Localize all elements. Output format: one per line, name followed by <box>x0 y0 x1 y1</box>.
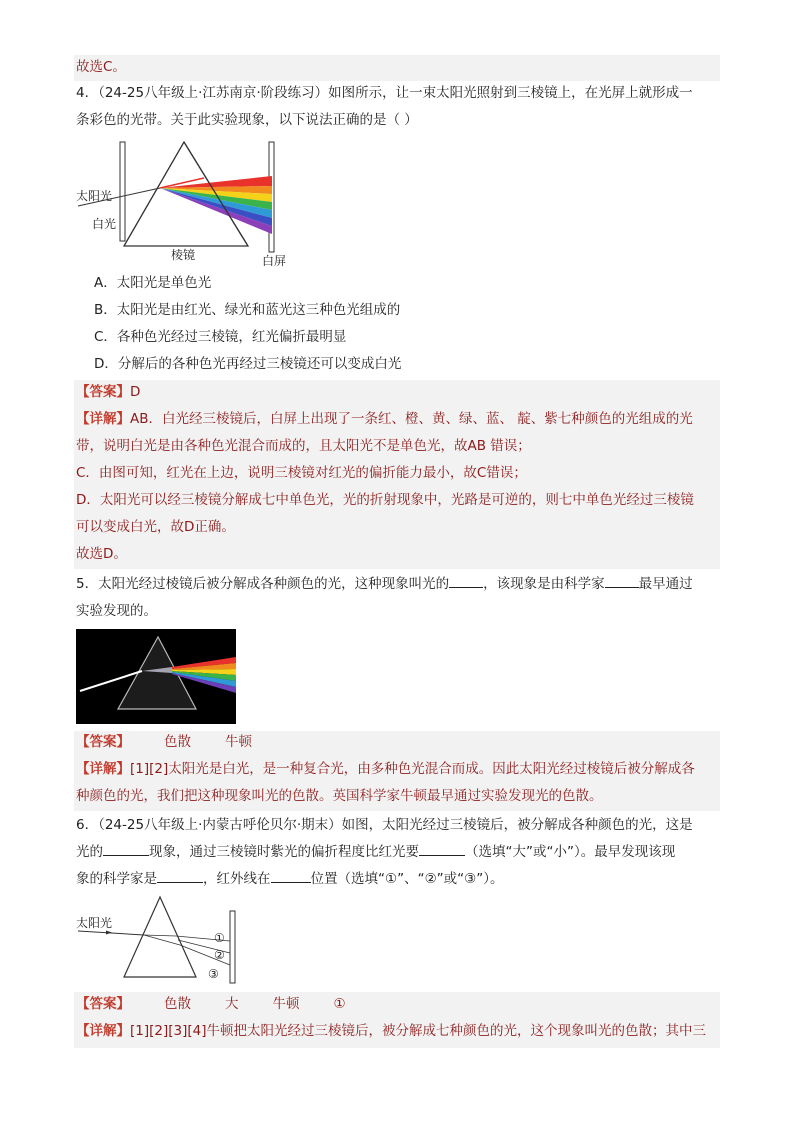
q6-stem-part4: 象的科学家是 <box>76 871 157 887</box>
q5-stem-part2: ，该现象是由科学家 <box>483 576 605 592</box>
q6-blank-4[interactable] <box>271 868 311 883</box>
q6-stem-line1: 6．（24-25八年级上·内蒙古呼伦贝尔·期末）如图，太阳光经过三棱镜后，被分解成各种颜色的光，这是 <box>76 817 693 833</box>
q4-detail-line4: D．太阳光可以经三棱镜分解成七中单色光，光的折射现象中，光路是可逆的，则七中单色光经过三棱镜 <box>76 492 694 508</box>
q5-answer-line <box>76 729 720 756</box>
q4-stem-line2: 条彩色的光带。关于此实验现象，以下说法正确的是（ ） <box>76 112 418 128</box>
q4-option-d: D．分解后的各种色光再经过三棱镜还可以变成白光 <box>94 356 402 372</box>
q6-label-pos2: ② <box>214 948 225 962</box>
q3-conclusion: 故选C。 <box>76 59 126 75</box>
q6-prism-figure <box>76 895 246 987</box>
q4-answer-value: D <box>130 384 141 400</box>
q6-label-pos1: ① <box>214 931 225 945</box>
q4-detail-text1: AB．白光经三棱镜后，白屏上出现了一条红、橙、黄、绿、蓝、 靛、紫七种颜色的光组成的光 <box>130 411 693 427</box>
q4-answer-line <box>76 379 720 406</box>
q4-label-prism: 棱镜 <box>171 248 196 262</box>
q6-stem-part2: 现象，通过三棱镜时紫光的偏折程度比红光要 <box>149 844 419 860</box>
q5-detail-tag: 【详解】 <box>76 761 130 777</box>
q6-stem-part5: ，红外线在 <box>203 871 271 887</box>
q5-answer-1: 色散 <box>164 734 191 750</box>
q4-answer-tag: 【答案】 <box>76 384 130 400</box>
q6-screen <box>230 911 235 983</box>
q5-blank-2[interactable] <box>605 573 639 588</box>
q5-detail-line1 <box>76 756 720 783</box>
q4-label-sunlight: 太阳光 <box>76 189 113 203</box>
q5-stem-part3: 最早通过 <box>638 576 693 592</box>
q6-detail-tag: 【详解】 <box>76 1023 130 1039</box>
q6-stem-line3 <box>76 866 720 893</box>
q6-answer-tag: 【答案】 <box>76 996 130 1012</box>
q6-answer-3: 牛顿 <box>272 996 300 1012</box>
q4-detail-line1 <box>76 406 720 433</box>
q6-blank-1[interactable] <box>103 841 149 856</box>
q4-card <box>120 142 125 241</box>
q4-detail-tag: 【详解】 <box>76 411 130 427</box>
q5-stem-part1: 5．太阳光经过棱镜后被分解成各种颜色的光，这种现象叫光的 <box>76 576 450 592</box>
q4-conclusion: 故选D。 <box>76 546 127 562</box>
q5-detail-line2: 种颜色的光，我们把这种现象叫光的色散。英国科学家牛顿最早通过实验发现光的色散。 <box>76 788 603 804</box>
q6-detail-line1 <box>76 1018 720 1045</box>
q5-stem-line1 <box>76 571 720 598</box>
q6-answer-line <box>76 991 720 1018</box>
q6-answer-4: ① <box>333 996 346 1012</box>
q6-blank-2[interactable] <box>419 841 465 856</box>
q4-prism-figure <box>76 138 298 270</box>
q4-label-white-light: 白光 <box>92 217 117 231</box>
q5-answer-tag: 【答案】 <box>76 734 130 750</box>
q6-stem-part3: （选填“大”或“小”）。最早发现该现 <box>465 844 676 860</box>
q4-option-c: C．各种色光经过三棱镜，红光偏折最明显 <box>94 329 347 345</box>
q6-incoming-ray <box>78 931 144 935</box>
q5-prism-photo <box>76 629 236 724</box>
q6-stem-part1: 光的 <box>76 844 103 860</box>
q6-stem-part6: 位置（选填“①”、“②”或“③”）。 <box>310 871 504 887</box>
q4-detail-line5: 可以变成白光，故D正确。 <box>76 519 235 535</box>
q6-stem-line2 <box>76 839 720 866</box>
q5-detail-text1: [1][2]太阳光是白光，是一种复合光，由多种色光混合而成。因此太阳光经过棱镜后被分解成各 <box>130 761 695 777</box>
q4-label-screen: 白屏 <box>262 254 287 268</box>
q6-blank-3[interactable] <box>157 868 203 883</box>
q4-stem-line1: 4．（24-25八年级上·江苏南京·阶段练习）如图所示，让一束太阳光照射到三棱镜上，在光屏上就形成一 <box>76 85 693 101</box>
q6-answer-1: 色散 <box>164 996 191 1012</box>
q5-answer-2: 牛顿 <box>225 734 252 750</box>
q5-blank-1[interactable] <box>449 573 483 588</box>
q4-option-a: A．太阳光是单色光 <box>94 275 212 291</box>
q6-label-pos3: ③ <box>208 967 219 981</box>
q5-stem-line2: 实验发现的。 <box>76 603 157 619</box>
q4-detail-line2: 带，说明白光是由各种色光混合而成的，且太阳光不是单色光，故AB 错误； <box>76 438 531 454</box>
q6-detail-text1: [1][2][3][4]牛顿把太阳光经过三棱镜后，被分解成七种颜色的光，这个现象叫光的色散；其中三 <box>130 1023 706 1039</box>
q4-detail-line3: C．由图可知，红光在上边，说明三棱镜对红光的偏折能力最小，故C错误； <box>76 465 527 481</box>
q6-label-sunlight: 太阳光 <box>76 916 113 930</box>
q4-option-b: B．太阳光是由红光、绿光和蓝光这三种色光组成的 <box>94 302 401 318</box>
q6-answer-2: 大 <box>225 996 239 1012</box>
